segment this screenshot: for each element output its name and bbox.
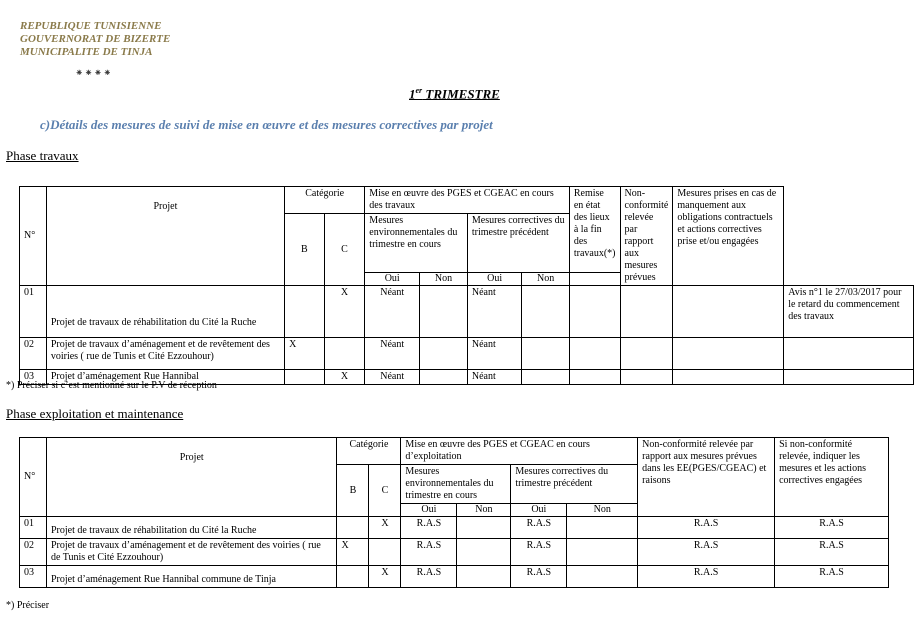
row-projet: Projet d’aménagement Rue Hannibal bbox=[46, 370, 284, 385]
row-corr-oui: Néant bbox=[467, 370, 522, 385]
row-si-non-conformite: R.A.S bbox=[775, 517, 889, 539]
header-env-oui: Oui bbox=[365, 273, 420, 286]
row-env-non bbox=[420, 370, 468, 385]
row-cat-b bbox=[285, 370, 325, 385]
header-non-conformite: Non-conformité relevée par rapport aux mesures prévues bbox=[620, 187, 673, 286]
row-projet: Projet de travaux de réhabilitation du Cité la Ruche bbox=[46, 517, 337, 539]
row-env-non bbox=[457, 539, 511, 566]
row-non-conformite: R.A.S bbox=[638, 517, 775, 539]
trimestre-title bbox=[409, 86, 500, 102]
header-mise-en-oeuvre: Mise en œuvre des PGES et CGEAC en cours d’exploitation bbox=[401, 438, 638, 465]
header-projet: Projet bbox=[46, 187, 284, 286]
header-categorie: Catégorie bbox=[337, 438, 401, 465]
table-row bbox=[20, 338, 914, 370]
row-remise-non bbox=[620, 338, 673, 370]
row-mesures bbox=[784, 370, 914, 385]
table-row bbox=[20, 566, 889, 588]
row-cat-b: X bbox=[285, 338, 325, 370]
row-env-oui: R.A.S bbox=[401, 517, 457, 539]
row-projet: Projet d’aménagement Rue Hannibal commune de Tinja bbox=[46, 566, 337, 588]
note-exploitation: *) Préciser bbox=[6, 600, 50, 611]
row-env-oui: Néant bbox=[365, 338, 420, 370]
row-corr-non bbox=[567, 566, 638, 588]
row-corr-non bbox=[522, 286, 570, 338]
row-corr-oui: R.A.S bbox=[511, 539, 567, 566]
header-mesures-corr: Mesures correctives du trimestre précédent bbox=[511, 465, 638, 504]
row-env-non bbox=[420, 338, 468, 370]
row-env-oui: Néant bbox=[365, 286, 420, 338]
trimestre-word: TRIMESTRE bbox=[422, 86, 500, 102]
letterhead-gouvernorat: GOUVERNORAT DE BIZERTE bbox=[20, 33, 171, 45]
row-corr-non bbox=[522, 370, 570, 385]
row-cat-b: X bbox=[337, 539, 369, 566]
row-remise-non bbox=[620, 286, 673, 338]
phase-exploitation-title: Phase exploitation et maintenance bbox=[6, 406, 184, 421]
row-cat-b bbox=[337, 566, 369, 588]
table-travaux bbox=[19, 186, 914, 385]
row-projet: Projet de travaux de réhabilitation du Cité la Ruche bbox=[46, 286, 284, 338]
header-cat-c: C bbox=[369, 465, 401, 517]
header-env-non: Non bbox=[420, 273, 468, 286]
row-corr-non bbox=[522, 338, 570, 370]
header-mesures-prises: Mesures prises en cas de manquement aux obligations contractuels et actions correctives prise et/ou engagées bbox=[673, 187, 784, 286]
letterhead-municipalite: MUNICIPALITE DE TINJA bbox=[20, 46, 153, 58]
header-si-non-conformite: Si non-conformité relevée, indiquer les mesures et les actions correctives engagées bbox=[775, 438, 889, 517]
header-categorie: Catégorie bbox=[285, 187, 365, 214]
row-corr-oui: Néant bbox=[467, 286, 522, 338]
header-cat-b: B bbox=[337, 465, 369, 517]
row-env-oui: R.A.S bbox=[401, 539, 457, 566]
header-non-conformite: Non-conformité relevée par rapport aux mesures prévues dans les EE(PGES/CGEAC) et raisons bbox=[638, 438, 775, 517]
row-cat-c bbox=[324, 338, 365, 370]
header-mise-en-oeuvre: Mise en œuvre des PGES et CGEAC en cours des travaux bbox=[365, 187, 570, 214]
section-subtitle: c)Détails des mesures de suivi de mise en œuvre et des mesures correctives par projet bbox=[40, 117, 493, 132]
row-corr-non bbox=[567, 539, 638, 566]
row-projet: Projet de travaux d’aménagement et de revêtement des voiries ( rue de Tunis et Cité Ezzouhour) bbox=[46, 338, 284, 370]
header-corr-non: Non bbox=[567, 504, 638, 517]
row-si-non-conformite: R.A.S bbox=[775, 566, 889, 588]
header-projet: Projet bbox=[46, 438, 337, 517]
header-remise-en-etat: Remise en état des lieux à la fin des travaux(*) bbox=[569, 187, 620, 273]
header-cat-b: B bbox=[285, 214, 325, 286]
row-cat-b bbox=[337, 517, 369, 539]
row-corr-oui: R.A.S bbox=[511, 566, 567, 588]
row-remise-non bbox=[620, 370, 673, 385]
row-num: 02 bbox=[20, 539, 47, 566]
header-env-oui: Oui bbox=[401, 504, 457, 517]
row-cat-c: X bbox=[324, 286, 365, 338]
header-num: N° bbox=[20, 187, 47, 286]
trimestre-number: 1 bbox=[409, 86, 416, 102]
row-corr-oui: R.A.S bbox=[511, 517, 567, 539]
row-env-oui: Néant bbox=[365, 370, 420, 385]
header-env-non: Non bbox=[457, 504, 511, 517]
row-remise-oui bbox=[569, 370, 620, 385]
header-corr-oui: Oui bbox=[467, 273, 522, 286]
row-corr-non bbox=[567, 517, 638, 539]
table-exploitation bbox=[19, 437, 889, 588]
row-num: 01 bbox=[20, 517, 47, 539]
row-cat-c: X bbox=[369, 566, 401, 588]
header-mesures-corr: Mesures correctives du trimestre précédent bbox=[467, 214, 569, 273]
header-mesures-env: Mesures environnementales du trimestre en cours bbox=[401, 465, 511, 504]
trimestre-suffix: er bbox=[415, 86, 423, 95]
letterhead-republique: REPUBLIQUE TUNISIENNE bbox=[20, 20, 162, 32]
row-mesures: Avis n°1 le 27/03/2017 pour le retard du commencement des travaux bbox=[784, 286, 914, 338]
row-env-oui: R.A.S bbox=[401, 566, 457, 588]
row-non-conformite: R.A.S bbox=[638, 539, 775, 566]
row-cat-c: X bbox=[324, 370, 365, 385]
header-corr-oui: Oui bbox=[511, 504, 567, 517]
table-row bbox=[20, 517, 889, 539]
row-cat-b bbox=[285, 286, 325, 338]
row-env-non bbox=[457, 566, 511, 588]
table-row bbox=[20, 286, 914, 338]
row-num: 02 bbox=[20, 338, 47, 370]
row-cat-c bbox=[369, 539, 401, 566]
row-cat-c: X bbox=[369, 517, 401, 539]
note-travaux: *) Préciser si c’est mentionné sur le P.V de réception bbox=[6, 380, 217, 391]
separator-stars: ⁕⁕⁕⁕ bbox=[75, 68, 113, 79]
header-mesures-env: Mesures environnementales du trimestre en cours bbox=[365, 214, 468, 273]
letterhead bbox=[20, 20, 170, 59]
row-mesures bbox=[784, 338, 914, 370]
row-non-conformite bbox=[673, 286, 784, 338]
row-non-conformite bbox=[673, 370, 784, 385]
row-remise-oui bbox=[569, 338, 620, 370]
row-projet: Projet de travaux d’aménagement et de revêtement des voiries ( rue de Tunis et Cité Ezzouhour) bbox=[46, 539, 337, 566]
row-num: 03 bbox=[20, 370, 47, 385]
row-si-non-conformite: R.A.S bbox=[775, 539, 889, 566]
row-num: 03 bbox=[20, 566, 47, 588]
row-non-conformite: R.A.S bbox=[638, 566, 775, 588]
phase-travaux-title: Phase travaux bbox=[6, 148, 79, 163]
row-corr-oui: Néant bbox=[467, 338, 522, 370]
row-env-non bbox=[420, 286, 468, 338]
header-num: N° bbox=[20, 438, 47, 517]
row-remise-oui bbox=[569, 286, 620, 338]
header-cat-c: C bbox=[324, 214, 365, 286]
table-row bbox=[20, 539, 889, 566]
row-non-conformite bbox=[673, 338, 784, 370]
row-env-non bbox=[457, 517, 511, 539]
row-num: 01 bbox=[20, 286, 47, 338]
header-corr-non: Non bbox=[522, 273, 570, 286]
